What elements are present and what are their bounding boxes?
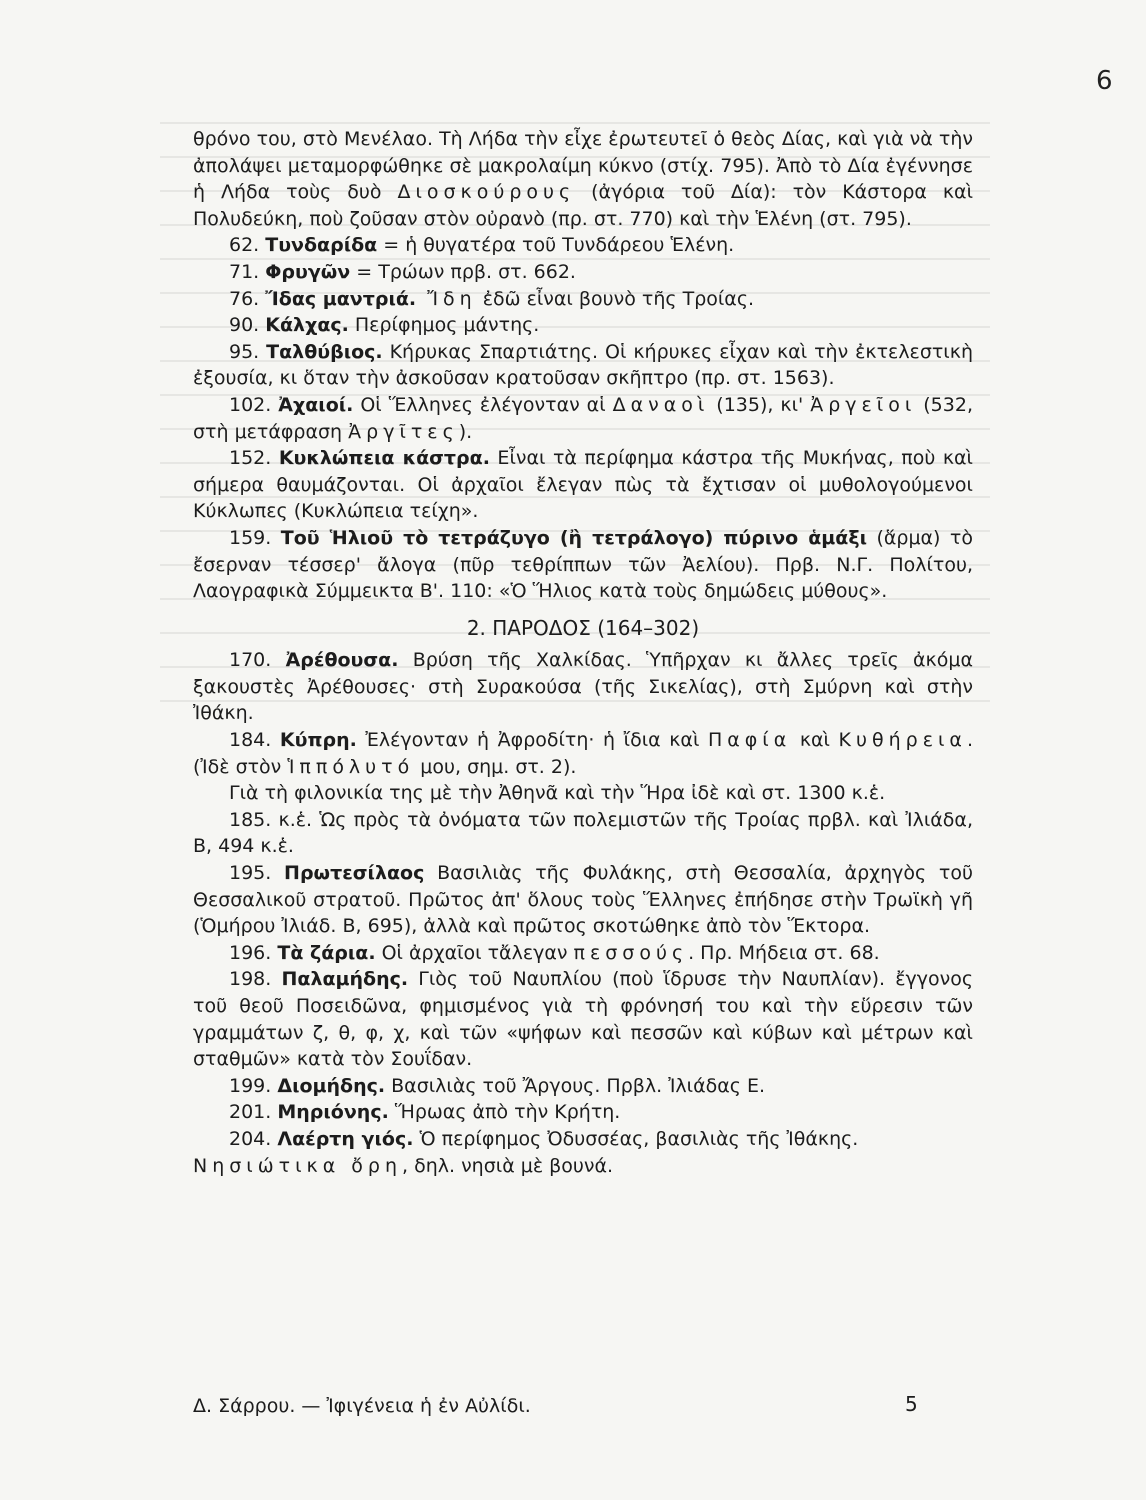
- note-184-continued: Γιὰ τὴ φιλονικία της μὲ τὴν Ἀθηνᾶ καὶ τὴν Ἥρα ἰδὲ καὶ στ. 1300 κ.ἑ.: [229, 782, 886, 805]
- section-heading: 2. ΠΑΡΟΔΟΣ (164–302): [466, 615, 700, 640]
- note-170: 170. Ἀρέθουσα. Βρύση τῆς Χαλκίδας. Ὑπῆρχαν κι ἄλλες τρεῖς ἀκόμα ξακουστὲς Ἀρέθουσες· στὴ Συρακούσα (τῆς Σικελίας), στὴ Σμύρνη καὶ στὴν Ἰθάκη.: [193, 649, 973, 725]
- note-201: 201. Μηριόνης. Ἥρωας ἀπὸ τὴν Κρήτη.: [229, 1101, 621, 1124]
- note-102: 102. Ἀχαιοί. Οἱ Ἕλληνες ἐλέγονταν αἱ Δαναοὶ (135), κι' Ἀργεῖοι (532, στὴ μετάφραση Ἀργῖτες).: [193, 393, 973, 443]
- paragraph-intro: θρόνο του, στὸ Μενέλαο. Τὴ Λήδα τὴν εἶχε ἐρωτευτεῖ ὁ θεὸς Δίας, καὶ γιὰ νὰ τὴν ἀπολάψει μεταμορφώθηκε σὲ μακρολαίμη κύκνο (στίχ. 795). Ἀπὸ τὸ Δία ἐγέννησε ἡ Λήδα τοὺς δυὸ Διοσκούρους (ἀγόρια τοῦ Δία): τὸν Κάστορα καὶ Πολυδεύκη, ποὺ ζοῦσαν στὸν οὐρανὸ (πρ. στ. 770) καὶ τὴν Ἑλένη (στ. 795).: [193, 128, 973, 230]
- footer-title: Δ. Σάρρου. — Ἰφιγένεια ἡ ἐν Αὐλίδι.: [193, 1395, 531, 1417]
- note-198: 198. Παλαμήδης. Γιὸς τοῦ Ναυπλίου (ποὺ ἵδρυσε τὴν Ναυπλίαν). ἔγγονος τοῦ θεοῦ Ποσειδῶνα, φημισμένος γιὰ τὴ φρόνησή του καὶ τὴν εὕρεσιν τῶν γραμμάτων ζ, θ, φ, χ, καὶ τῶν «ψήφων καὶ πεσσῶν καὶ κύβων καὶ μέτρων καὶ σταθμῶν» κατὰ τὸν Σουΐδαν.: [193, 968, 973, 1071]
- note-71: 71. Φρυγῶν = Τρώων πρβ. στ. 662.: [229, 260, 576, 283]
- note-185: 185. κ.ἑ. Ὡς πρὸς τὰ ὀνόματα τῶν πολεμιστῶν τῆς Τροίας πρβλ. καὶ Ἰλιάδα, Β, 494 κ.ἑ.: [193, 808, 973, 858]
- note-184: 184. Κύπρη. Ἐλέγονταν ἡ Ἀφροδίτη· ἡ ἴδια καὶ Παφία καὶ Κυθήρεια. (Ἰδὲ στὸν Ἱππόλυτό μου, σημ. στ. 2).: [193, 729, 973, 778]
- note-159: 159. Τοῦ Ἡλιοῦ τὸ τετράζυγο (ἢ τετράλογο) πύρινο ἁμάξι (ἅρμα) τὸ ἔσερναν τέσσερ' ἄλογα (πῦρ τεθρίππων τῶν Ἀελίου). Πρβ. Ν.Γ. Πολίτου, Λαογραφικὰ Σύμμεικτα Β'. 110: «Ὁ Ἥλιος κατὰ τοὺς δημώδεις μύθους».: [193, 526, 973, 603]
- note-62: 62. Τυνδαρίδα = ἡ θυγατέρα τοῦ Τυνδάρεου Ἑλένη.: [229, 234, 735, 257]
- note-199: 199. Διομήδης. Βασιλιὰς τοῦ Ἄργους. Πρβλ. Ἰλιάδας Ε.: [229, 1074, 766, 1097]
- note-76: 76. Ἴδας μαντριά. Ἴδη ἐδῶ εἶναι βουνὸ τῆς Τροίας.: [229, 287, 755, 310]
- commentary-text: [193, 126, 973, 1179]
- note-196: 196. Τὰ ζάρια. Οἱ ἀρχαῖοι τἄλεγαν πεσσούς. Πρ. Μήδεια στ. 68.: [229, 941, 880, 964]
- note-90: 90. Κάλχας. Περίφημος μάντης.: [229, 314, 540, 337]
- note-152: 152. Κυκλώπεια κάστρα. Εἶναι τὰ περίφημα κάστρα τῆς Μυκήνας, ποὺ καὶ σήμερα θαυμάζονται. Οἱ ἀρχαῖοι ἔλεγαν πὼς τὰ ἔχτισαν οἱ μυθολογούμενοι Κύκλωπες (Κυκλώπεια τείχη».: [193, 447, 973, 523]
- note-204-continued: Νησιώτικα ὄρη, δηλ. νησιὰ μὲ βουνά.: [193, 1154, 614, 1177]
- note-95: 95. Ταλθύβιος. Κήρυκας Σπαρτιάτης. Οἱ κήρυκες εἶχαν καὶ τὴν ἐκτελεστικὴ ἐξουσία, κι ὅταν τὴν ἀσκοῦσαν κρατοῦσαν σκῆπτρο (πρ. στ. 1563).: [193, 340, 973, 390]
- top-page-number: 6: [1096, 66, 1113, 96]
- note-195: 195. Πρωτεσίλαος Βασιλιὰς τῆς Φυλάκης, στὴ Θεσσαλία, ἀρχηγὸς τοῦ Θεσσαλικοῦ στρατοῦ. Πρῶτος ἀπ' ὅλους τοὺς Ἕλληνες ἐπήδησε στὴν Τρωϊκὴ γῆ (Ὁμήρου Ἰλιάδ. Β, 695), ἀλλὰ καὶ πρῶτος σκοτώθηκε ἀπὸ τὸν Ἕκτορα.: [193, 862, 973, 938]
- note-204: 204. Λαέρτη γιός. Ὁ περίφημος Ὀδυσσέας, βασιλιὰς τῆς Ἰθάκης.: [229, 1127, 859, 1150]
- footer-page-number: 5: [905, 1392, 918, 1416]
